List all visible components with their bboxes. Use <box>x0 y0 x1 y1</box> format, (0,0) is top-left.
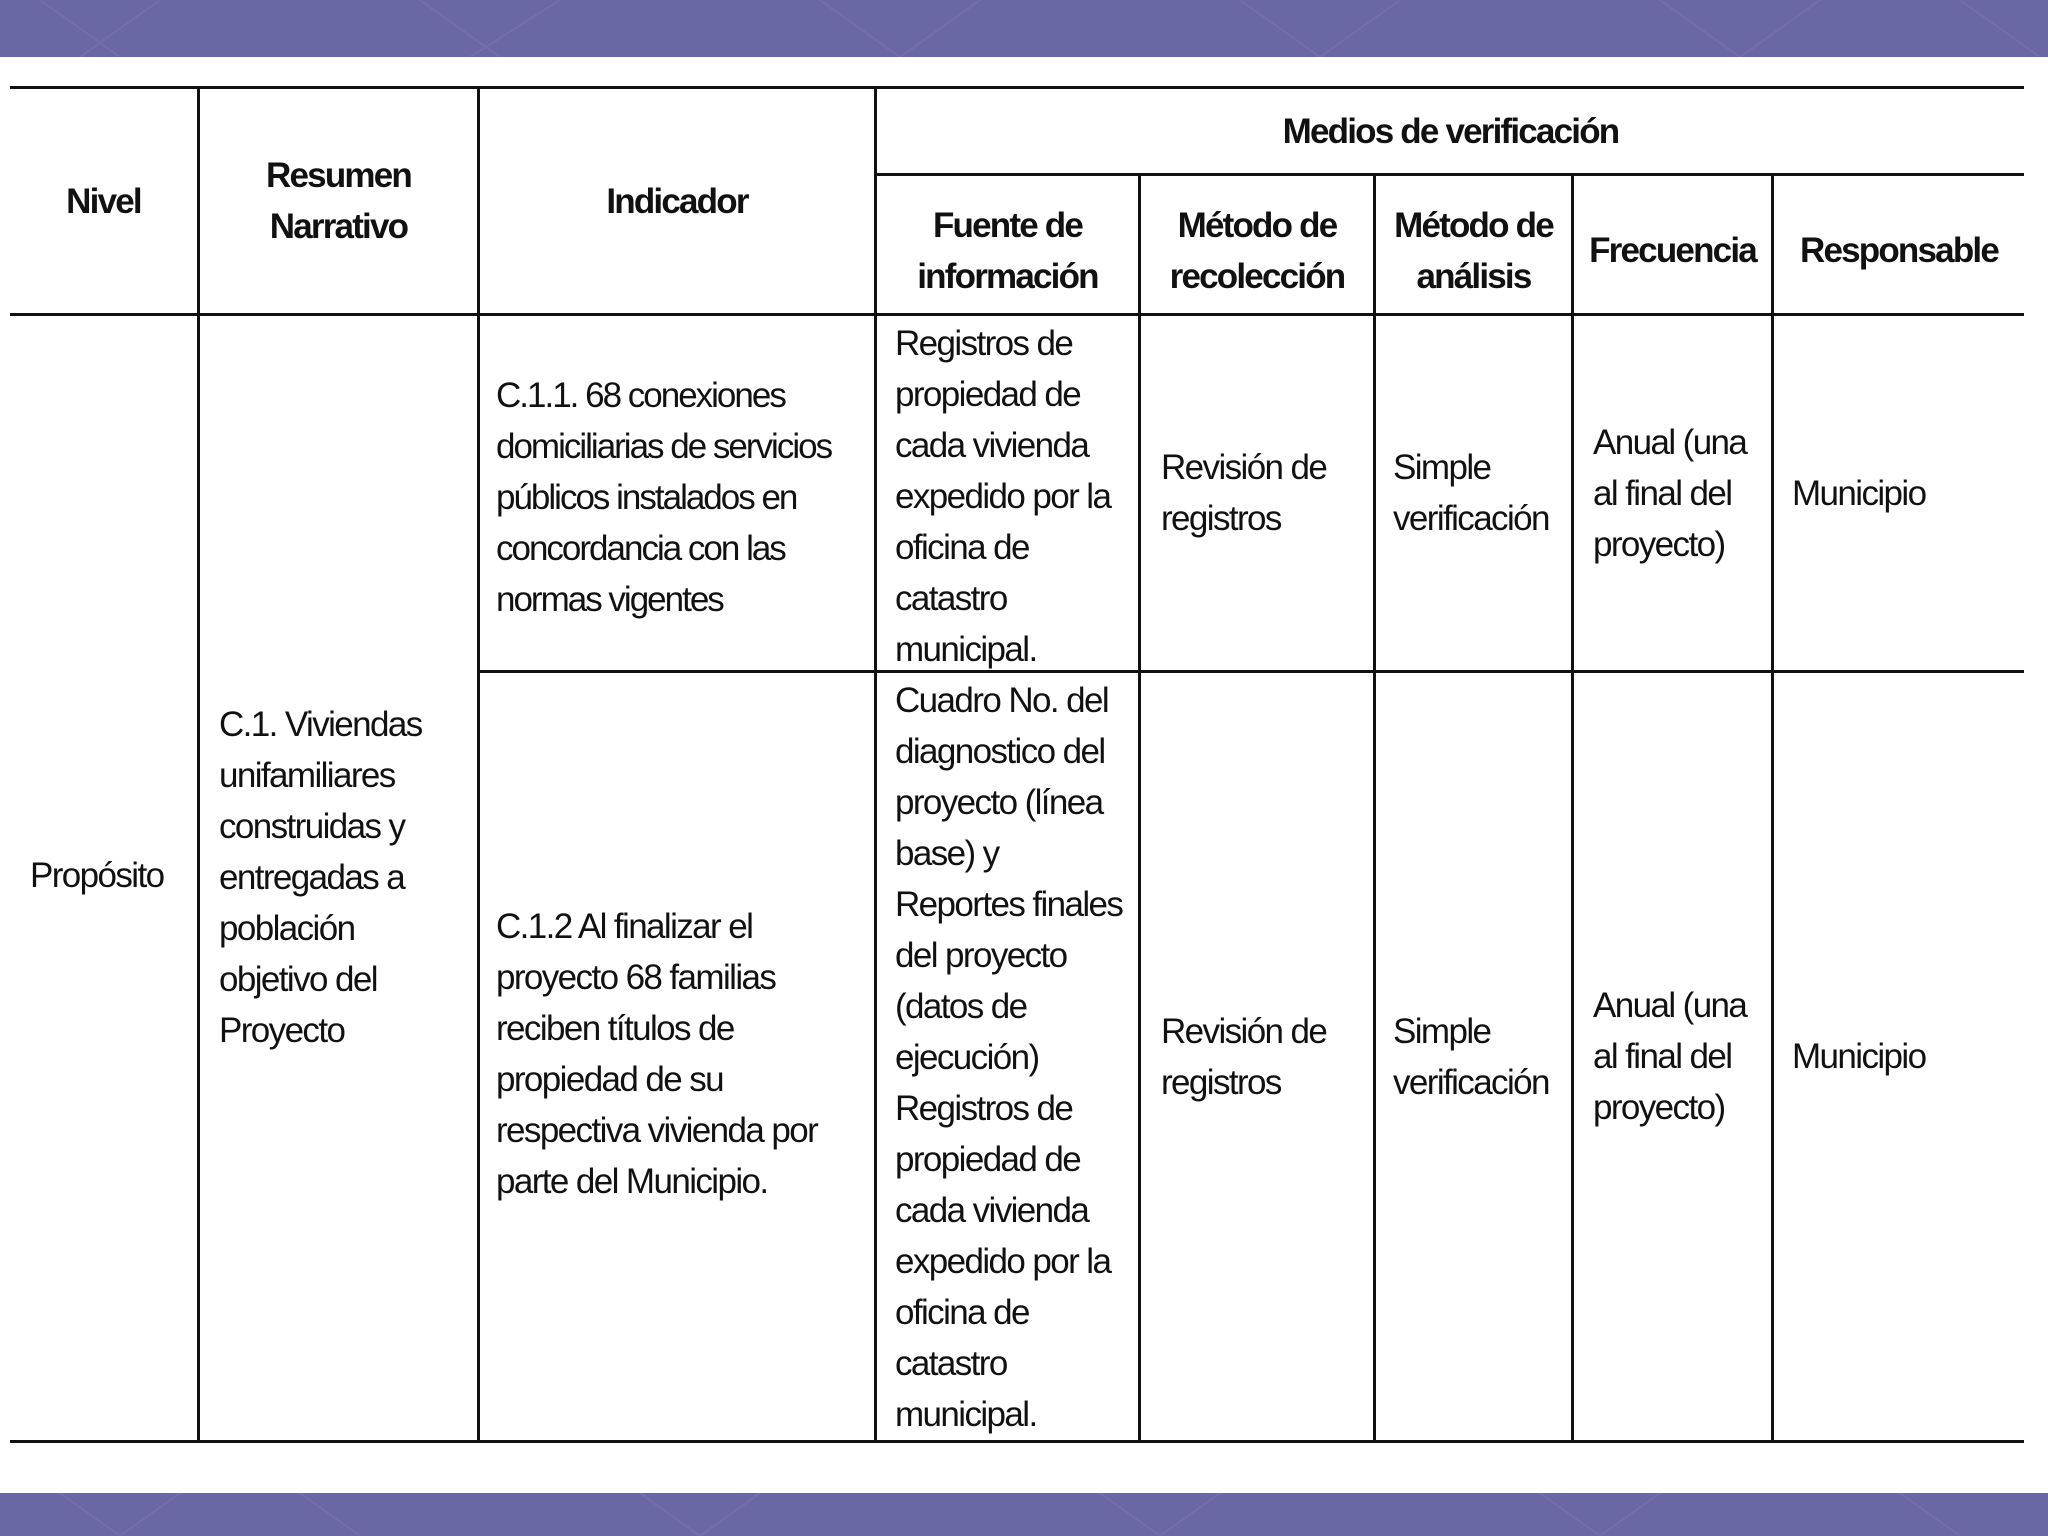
table-row-2-frecuencia: Anual (una al final del proyecto) <box>1593 986 1747 1127</box>
table-row-1-responsable: Municipio <box>1792 473 1926 513</box>
bottom-banner <box>0 1493 2048 1536</box>
table-row-2-metodo-analisis: Simple verificación <box>1393 1011 1549 1102</box>
header-resumen-narrativo: Resumen Narrativo <box>266 156 411 246</box>
header-indicador: Indicador <box>606 181 748 221</box>
table-row-1-frecuencia: Anual (una al final del proyecto) <box>1593 422 1747 564</box>
header-metodo-recoleccion: Método de recolección <box>1169 205 1345 296</box>
header-nivel: Nivel <box>66 181 141 221</box>
header-medios-de-verificacion: Medios de verificación <box>1282 111 1619 151</box>
table-row-2-metodo-recoleccion: Revisión de registros <box>1161 1011 1327 1102</box>
banner-pattern <box>0 0 2048 57</box>
header-metodo-analisis: Método de análisis <box>1394 205 1553 296</box>
table-bottom-rule <box>10 1440 2024 1443</box>
col-divider <box>1571 173 1574 1443</box>
resumen-narrativo-cell: C.1. Viviendas unifamiliares construidas y entregadas a población objetivo del Proyecto <box>219 705 422 1050</box>
col-divider <box>1771 173 1774 1443</box>
col-divider <box>1373 173 1376 1443</box>
header-responsable: Responsable <box>1799 231 1999 270</box>
banner-pattern <box>0 1493 2048 1536</box>
table-row-2-indicador: C.1.2 Al finalizar el proyecto 68 familias reciben títulos de propiedad de su respectiva vivienda por parte del Municipio. <box>496 907 818 1201</box>
nivel-cell: Propósito <box>30 856 164 895</box>
table-row-1-indicador: C.1.1. 68 conexiones domiciliarias de servicios públicos instalados en concordancia con las normas vigentes <box>496 376 832 619</box>
top-banner <box>0 0 2048 57</box>
table-row-2-fuente: Cuadro No. del diagnostico del proyecto (línea base) y Reportes finales del proyecto (datos de ejecución) Registros de propiedad de cada vivienda expedido por la oficina de catastro municipal. <box>895 681 1123 1434</box>
table-row-1-fuente: Registros de propiedad de cada vivienda expedido por la oficina de catastro municipal. <box>895 324 1111 669</box>
table-row-2-responsable: Municipio <box>1792 1037 1926 1076</box>
header-fuente-de-informacion: Fuente de información <box>917 205 1098 296</box>
col-divider <box>1138 173 1141 1443</box>
table-row-1-metodo-recoleccion: Revisión de registros <box>1161 448 1327 538</box>
header-frecuencia: Frecuencia <box>1589 231 1756 270</box>
table-row-1-metodo-analisis: Simple verificación <box>1393 448 1549 538</box>
